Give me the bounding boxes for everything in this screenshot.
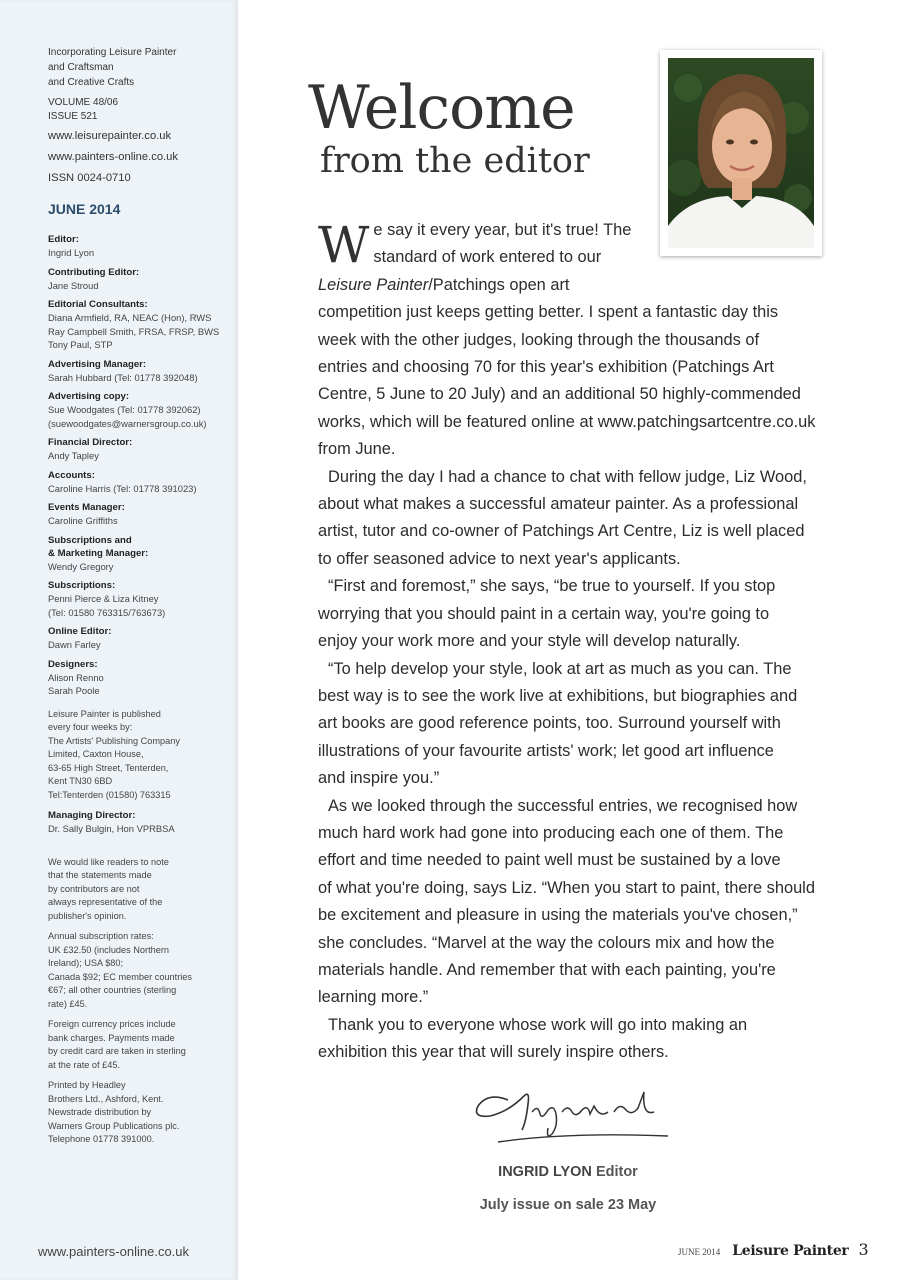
staff-name: Ray Campbell Smith, FRSA, FRSP, BWS [48,325,220,337]
article-line: best way is to see the work live at exhibitions, but biographies and [318,686,798,705]
note-line: that the statements made [48,870,152,880]
article-line: from June. [318,440,396,459]
subscription-rates [48,930,228,1011]
volume-info [48,96,228,124]
editor-signoff [478,1164,658,1180]
article-line: Thank you to everyone whose work will go into making an [328,1015,748,1034]
publisher-line: every four weeks by: [48,722,133,732]
next-issue-note: July issue on sale 23 May [479,1197,657,1213]
currency-line: by credit card are taken in sterling [48,1046,186,1056]
article-paragraph [318,573,828,655]
rates-line: UK £32.50 (includes Northern [48,944,170,955]
staff-entry [48,298,228,352]
staff-role: Online Editor: [48,626,112,637]
article-paragraph [318,217,828,464]
staff-role: Contributing Editor: [48,266,140,278]
printer-line: Printed by Headley [48,1080,126,1090]
note-line: always representative of the [48,897,163,907]
staff-role: Accounts: [48,469,95,481]
currency-line: Foreign currency prices include [48,1019,176,1029]
currency-note [48,1018,228,1072]
staff-entry [48,501,228,528]
article-line: e say it every year, but it's true! The [373,221,632,239]
staff-role: Editorial Consultants: [48,299,148,310]
editorial-article [318,217,828,1067]
staff-email: (suewoodgates@warnersgroup.co.uk) [48,417,207,429]
rates-line: €67; all other countries (sterling [48,985,177,995]
intro-line: and Creative Crafts [48,77,135,88]
title-welcome: Welcome [308,73,575,143]
intro-line: and Craftsman [48,62,114,73]
article-line [318,272,828,299]
article-line: works, which will be featured online at www.patchingsartcentre.co.uk [318,412,816,431]
article-line: learning more.” [318,988,429,1007]
staff-name: Tony Paul, STP [48,339,113,350]
article-line: “First and foremost,” she says, “be true to yourself. If you stop [328,577,776,596]
managing-director [48,809,228,836]
staff-entry [48,436,228,463]
rates-line: rate) £45. [48,998,88,1009]
publisher-line: Limited, Caxton House, [48,749,144,759]
article-line: competition just keeps getting better. I spent a fantastic day this [318,303,779,322]
staff-name: Wendy Gregory [48,560,114,572]
publisher-line: Tel:Tenterden (01580) 763315 [48,789,171,800]
note-line: We would like readers to note [48,856,169,867]
article-line: enjoy your work more and your style will develop naturally. [318,632,741,651]
issn: ISSN 0024-0710 [48,172,131,184]
article-line: be excitement and pleasure in using the materials you've chosen,” [318,906,798,925]
printer-line: Telephone 01778 391000. [48,1134,155,1144]
article-line: standard of work entered to our [373,248,602,267]
printer-line: Brothers Ltd., Ashford, Kent. [48,1093,164,1104]
staff-name: Sarah Poole [48,685,100,696]
staff-entry [48,233,228,260]
staff-entry [48,658,228,698]
printer-line: Warners Group Publications plc. [48,1120,180,1131]
staff-name: Penni Pierce & Liza Kitney [48,593,159,604]
staff-role: Managing Director: [48,810,136,821]
drop-cap: W [318,216,370,274]
staff-entry [48,534,228,574]
intro-line: Incorporating Leisure Painter [48,47,177,58]
masthead-sidebar [0,0,238,1280]
note-line: by contributors are not [48,883,140,894]
staff-name: Caroline Griffiths [48,515,118,526]
rates-line: Canada $92; EC member countries [48,971,193,982]
staff-role: Editor: [48,234,79,245]
article-text: /Patchings open art [428,275,570,294]
article-line: illustrations of your favourite artists' work; let good art influence [318,741,774,760]
article-line: she concludes. “Marvel at the way the colours mix and how the [318,933,775,952]
article-line: week with the other judges, looking through the thousands of [318,330,760,349]
article-paragraph [318,793,828,1012]
staff-role: Advertising Manager: [48,358,147,370]
staff-entry [48,390,228,430]
staff-entry [48,579,228,619]
staff-list [48,233,228,698]
article-line: about what makes a successful amateur painter. As a professional [318,495,799,514]
issue-date: JUNE 2014 [48,201,121,217]
currency-line: bank charges. Payments made [48,1032,175,1043]
article-line: much hard work had gone into producing each one of them. The [318,823,784,842]
footer-magazine-name: Leisure Painter [732,1243,849,1259]
article-line: entries and choosing 70 for this year's exhibition (Patchings Art [318,358,774,377]
website-links [48,126,228,189]
staff-name: Diana Armfield, RA, NEAC (Hon), RWS [48,312,212,323]
issue-number: ISSUE 521 [48,111,98,122]
staff-name: Jane Stroud [48,279,99,291]
article-line: and inspire you.” [318,769,440,788]
article-line: materials handle. And remember that with each painting, you're [318,960,776,979]
article-line: of what you're doing, says Liz. “When you start to paint, there should [318,878,815,897]
staff-entry [48,625,228,652]
article-paragraph [318,656,828,793]
rates-line: Ireland); USA $80; [48,958,124,968]
article-line: artist, tutor and co-owner of Patchings Art Centre, Liz is well placed [318,522,805,541]
website-link[interactable]: www.leisurepainter.co.uk [48,130,172,142]
staff-name: Sue Woodgates (Tel: 01778 392062) [48,404,201,415]
page-footer [678,1240,869,1259]
article-line: “To help develop your style, look at art as much as you can. The [328,659,792,678]
article-line: to offer seasoned advice to next year's applicants. [318,549,681,568]
publisher-line: Kent TN30 6BD [48,776,113,786]
staff-entry [48,358,228,385]
disclaimer-note [48,856,228,924]
article-paragraph [318,464,828,574]
article-line: Centre, 5 June to 20 July) and an additional 50 highly-commended [318,385,801,404]
staff-role: Financial Director: [48,437,133,448]
staff-name: Dawn Farley [48,639,101,650]
editor-name: INGRID LYON [498,1164,592,1180]
staff-role: Designers: [48,658,98,670]
footer-website-link[interactable]: www.painters-online.co.uk [38,1244,190,1259]
staff-role: & Marketing Manager: [48,547,149,559]
publisher-info [48,708,228,803]
page-title [308,73,590,182]
publisher-line: Leisure Painter is published [48,708,161,719]
magazine-name: Leisure Painter [318,275,429,294]
printer-line: Newstrade distribution by [48,1107,152,1117]
currency-line: at the rate of £45. [48,1059,121,1070]
publisher-line: The Artists' Publishing Company [48,735,180,746]
staff-role: Advertising copy: [48,391,130,402]
note-line: publisher's opinion. [48,910,127,921]
staff-entry [48,469,228,496]
article-paragraph [318,1012,828,1067]
staff-name: Sarah Hubbard (Tel: 01778 392048) [48,371,198,383]
printer-info [48,1079,228,1147]
incorporating-note [48,45,228,90]
title-from-editor: from the editor [320,141,590,181]
volume-number: VOLUME 48/06 [48,97,119,108]
editor-role: Editor [595,1164,638,1180]
staff-role: Subscriptions and [48,534,132,546]
article-line: art books are good reference points, too. Surround yourself with [318,714,781,733]
website-link[interactable]: www.painters-online.co.uk [48,151,178,163]
footer-date: JUNE 2014 [678,1247,721,1257]
article-line: As we looked through the successful entries, we recognised how [328,796,798,815]
article-line: exhibition this year that will surely inspire others. [318,1043,669,1062]
staff-role: Subscriptions: [48,580,116,591]
staff-name: Caroline Harris (Tel: 01778 391023) [48,482,197,494]
staff-name: Dr. Sally Bulgin, Hon VPRBSA [48,823,175,834]
editor-signature [468,1082,678,1157]
staff-name: (Tel: 01580 763315/763673) [48,606,166,618]
masthead-content [48,45,228,1154]
rates-line: Annual subscription rates: [48,931,154,941]
page-number: 3 [858,1240,869,1259]
signature-image [468,1082,678,1152]
staff-name: Ingrid Lyon [48,247,95,258]
staff-name: Andy Tapley [48,450,99,461]
publisher-line: 63-65 High Street, Tenterden, [48,762,169,773]
staff-name: Alison Renno [48,671,104,683]
staff-role: Events Manager: [48,502,125,513]
article-line: During the day I had a chance to chat with fellow judge, Liz Wood, [328,467,807,486]
article-line: effort and time needed to paint well must be sustained by a love [318,851,781,870]
staff-entry [48,266,228,293]
article-line: worrying that you should paint in a certain way, you're going to [318,604,770,623]
